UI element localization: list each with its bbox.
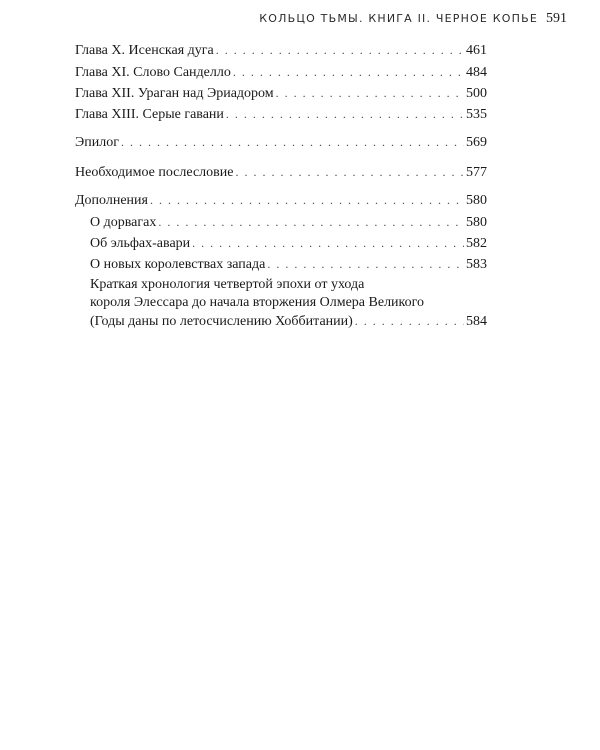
running-head: КОЛЬЦО ТЬМЫ. КНИГА II. ЧЕРНОЕ КОПЬЕ	[259, 12, 538, 25]
toc-entry-page: 535	[466, 107, 487, 122]
toc-entry-page: 569	[466, 135, 487, 150]
toc-entry-title: Об эльфах-авари	[90, 236, 191, 251]
dot-leader	[121, 132, 464, 152]
toc-entry-page: 577	[466, 165, 487, 180]
dot-leader	[267, 254, 464, 274]
toc-entry-dorvagi[interactable]	[90, 212, 487, 233]
toc-entry-chapter-12[interactable]	[75, 83, 487, 104]
toc-entry-page: 584	[466, 314, 487, 329]
dot-leader	[233, 62, 464, 82]
toc-entry-afterword[interactable]	[75, 162, 487, 183]
toc-entry-page: 500	[466, 86, 487, 101]
toc-entry-new-kingdoms[interactable]	[90, 254, 487, 275]
dot-leader	[216, 40, 464, 60]
toc-entry-chapter-11[interactable]	[75, 62, 487, 83]
dot-leader	[226, 104, 464, 124]
toc-entry-page: 580	[466, 215, 487, 230]
toc-entry-title: Глава X. Исенская дуга	[75, 43, 214, 58]
toc-entry-title: (Годы даны по летосчислению Хоббитании)	[90, 314, 353, 329]
toc-entry-title: Необходимое послесловие	[75, 165, 234, 180]
toc-entry-title: О новых королевствах запада	[90, 257, 266, 272]
toc-entry-title: О дорвагах	[90, 215, 157, 230]
toc-entry-chapter-13[interactable]	[75, 104, 487, 125]
toc-entry-chapter-10[interactable]	[75, 40, 487, 61]
toc-entry-chronology-line-3[interactable]	[90, 311, 487, 332]
toc-entry-title: Глава XI. Слово Санделло	[75, 65, 231, 80]
toc-entry-epilogue[interactable]	[75, 132, 487, 153]
toc-entry-appendices[interactable]	[75, 190, 487, 211]
toc-entry-title: Глава XIII. Серые гавани	[75, 107, 224, 122]
dot-leader	[355, 311, 464, 331]
toc-entry-elfah-avari[interactable]	[90, 233, 487, 254]
toc-entry-title: Дополнения	[75, 193, 148, 208]
toc-entry-page: 582	[466, 236, 487, 251]
toc-entry-page: 580	[466, 193, 487, 208]
toc-entry-title: Эпилог	[75, 135, 119, 150]
dot-leader	[276, 83, 464, 103]
dot-leader	[158, 212, 464, 232]
toc-entry-page: 461	[466, 43, 487, 58]
toc-entry-chronology-line-1[interactable]: Краткая хронология четвертой эпохи от ухода	[90, 277, 365, 292]
dot-leader	[150, 190, 464, 210]
dot-leader	[235, 162, 464, 182]
toc-entry-page: 583	[466, 257, 487, 272]
toc-entry-page: 484	[466, 65, 487, 80]
page-number: 591	[546, 11, 567, 26]
dot-leader	[192, 233, 464, 253]
toc-entry-title: Глава XII. Ураган над Эриадором	[75, 86, 274, 101]
toc-entry-chronology-line-2[interactable]: короля Элессара до начала вторжения Олмера Великого	[90, 295, 425, 310]
